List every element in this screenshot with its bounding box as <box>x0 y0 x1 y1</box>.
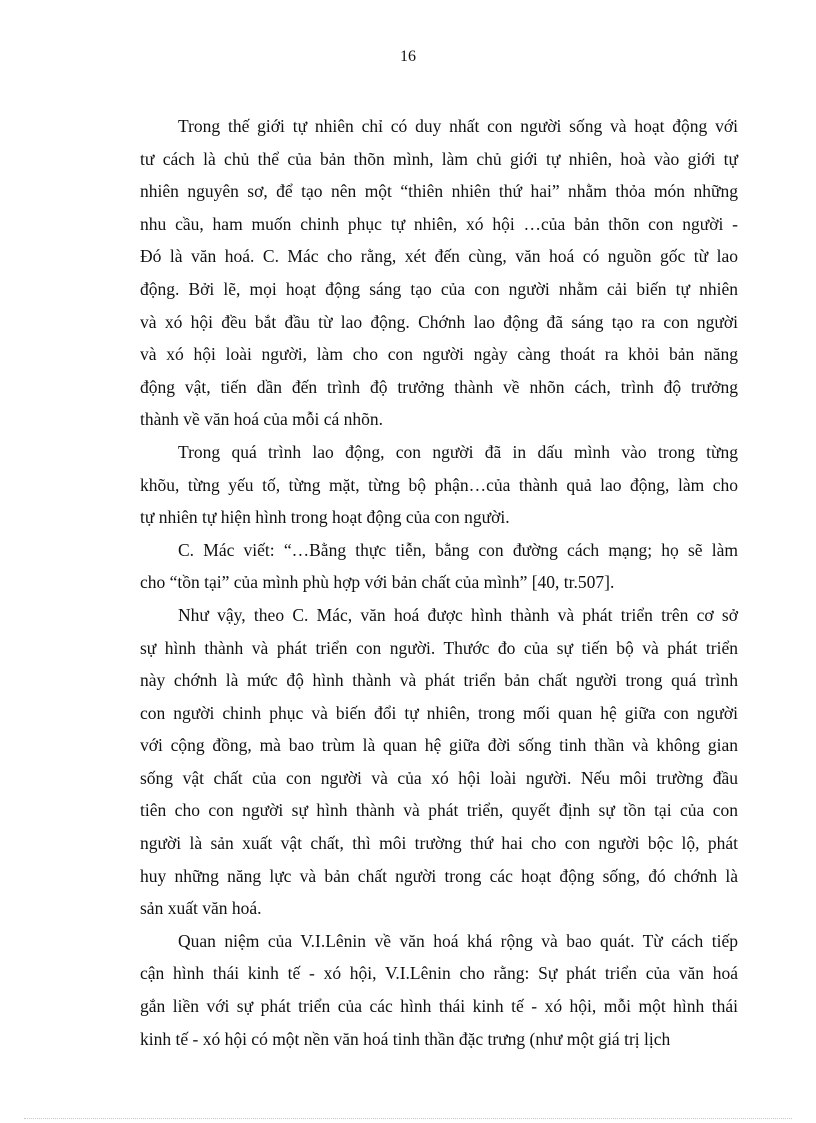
text-line: sản xuất văn hoá. <box>140 898 262 919</box>
text-line: khõu, từng yếu tố, từng mặt, từng bộ phận…của thành quả lao động, làm cho <box>140 474 738 495</box>
text-line: Như vậy, theo C. Mác, văn hoá được hình thành và phát triển trên cơ sở <box>178 604 738 625</box>
text-line: huy những năng lực và bản chất người trong các hoạt động sống, đó chớnh là <box>140 865 738 886</box>
text-line: con người chinh phục và biến đổi tự nhiên, trong mối quan hệ giữa con người <box>140 702 738 723</box>
text-line: Quan niệm của V.I.Lênin về văn hoá khá rộng và bao quát. Từ cách tiếp <box>178 930 738 951</box>
paragraph <box>140 925 738 1055</box>
paragraph <box>140 599 738 925</box>
text-line: cho “tồn tại” của mình phù hợp với bản chất của mình” [40, tr.507]. <box>140 572 615 593</box>
text-line: kinh tế - xó hội có một nền văn hoá tinh thần đặc trưng (như một giá trị lịch <box>140 1028 671 1049</box>
text-line: động. Bởi lẽ, mọi hoạt động sáng tạo của con người nhằm cải biến tự nhiên <box>140 278 738 299</box>
text-line: sống vật chất của con người và của xó hội loài người. Nếu môi trường đầu <box>140 767 738 788</box>
text-line: này chớnh là mức độ hình thành và phát triển bản chất người trong quá trình <box>140 670 738 691</box>
text-line: gắn liền với sự phát triển của các hình thái kinh tế - xó hội, mỗi một hình thái <box>140 996 738 1017</box>
text-line: người là sản xuất vật chất, thì môi trường thứ hai cho con người bộc lộ, phát <box>140 833 738 854</box>
text-line: và xó hội loài người, làm cho con người ngày càng thoát ra khỏi bản năng <box>140 344 738 365</box>
text-line: Đó là văn hoá. C. Mác cho rằng, xét đến cùng, văn hoá có nguồn gốc từ lao <box>140 246 738 267</box>
document-body <box>140 110 738 1055</box>
text-line: cận hình thái kinh tế - xó hội, V.I.Lênin cho rằng: Sự phát triển của văn hoá <box>140 963 738 984</box>
paragraph <box>140 110 738 436</box>
text-line: C. Mác viết: “…Bằng thực tiễn, bằng con đường cách mạng; họ sẽ làm <box>178 539 738 560</box>
text-line: tư cách là chủ thể của bản thõn mình, làm chủ giới tự nhiên, hoà vào giới tự <box>140 148 738 169</box>
text-line: và xó hội đều bắt đầu từ lao động. Chớnh lao động đã sáng tạo ra con người <box>140 311 738 332</box>
page-number: 16 <box>400 48 416 65</box>
text-line: Trong quá trình lao động, con người đã in dấu mình vào trong từng <box>178 441 738 462</box>
text-line: động vật, tiến dần đến trình độ trưởng thành về nhõn cách, trình độ trưởng <box>140 376 738 397</box>
text-line: Trong thế giới tự nhiên chỉ có duy nhất con người sống và hoạt động với <box>178 116 738 136</box>
text-line: nhu cầu, ham muốn chinh phục tự nhiên, xó hội …của bản thõn con người - <box>140 213 738 234</box>
text-line: tiên cho con người sự hình thành và phát triển, quyết định sự tồn tại của con <box>140 800 738 821</box>
text-line: với cộng đồng, mà bao trùm là quan hệ giữa đời sống tinh thần và không gian <box>140 735 738 756</box>
text-line: thành về văn hoá của mỗi cá nhõn. <box>140 409 383 430</box>
page-bottom-divider <box>24 1118 792 1119</box>
paragraph <box>140 436 738 534</box>
text-line: nhiên nguyên sơ, để tạo nên một “thiên nhiên thứ hai” nhằm thỏa món những <box>140 181 738 202</box>
text-line: tự nhiên tự hiện hình trong hoạt động của con người. <box>140 507 510 528</box>
paragraph <box>140 534 738 599</box>
text-line: sự hình thành và phát triển con người. Thước đo của sự tiến bộ và phát triển <box>140 637 738 658</box>
